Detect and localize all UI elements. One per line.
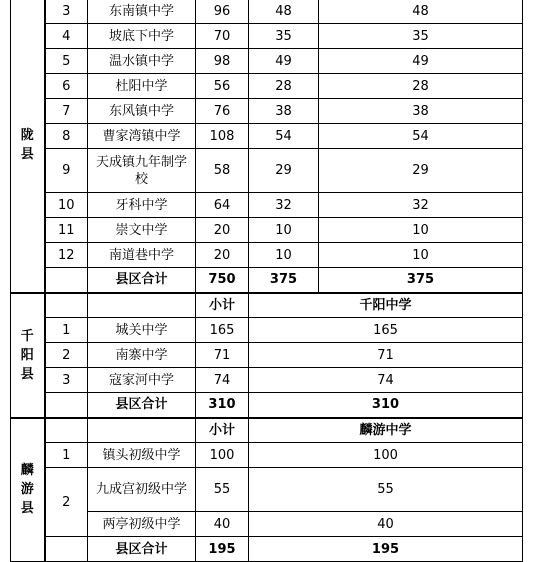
table-row — [11, 124, 523, 149]
school-name: 南寨中学 — [88, 343, 196, 368]
row-number: 2 — [45, 468, 88, 537]
row-number: 2 — [45, 343, 88, 368]
school-name: 坡底下中学 — [88, 24, 196, 49]
subtotal-label: 县区合计 — [88, 268, 196, 293]
subtotal-target: 195 — [249, 537, 523, 562]
county-cell-qianyang: 千 阳 县 — [11, 293, 45, 418]
school-name: 寇家河中学 — [88, 368, 196, 393]
table-row — [11, 368, 523, 393]
table-row — [11, 193, 523, 218]
school-name: 镇头初级中学 — [88, 443, 196, 468]
subtotal-label: 县区合计 — [88, 393, 196, 418]
quota-total: 40 — [196, 512, 249, 537]
quota-target: 165 — [249, 318, 523, 343]
school-name: 曹家湾镇中学 — [88, 124, 196, 149]
quota-total: 165 — [196, 318, 249, 343]
quota-total: 56 — [196, 74, 249, 99]
school-name — [88, 293, 196, 318]
table-row — [11, 512, 523, 537]
row-number — [45, 393, 88, 418]
quota-b: 35 — [319, 24, 523, 49]
subtotal-row — [11, 537, 523, 562]
table-row — [11, 74, 523, 99]
row-number: 8 — [45, 124, 88, 149]
quota-target: 40 — [249, 512, 523, 537]
school-name: 天成镇九年制学校 — [88, 149, 196, 193]
table-row — [11, 49, 523, 74]
subtotal-column-header: 小计 — [196, 293, 249, 318]
table-row — [11, 318, 523, 343]
subtotal-row — [11, 268, 523, 293]
quota-total: 20 — [196, 243, 249, 268]
quota-a: 38 — [249, 99, 319, 124]
quota-b: 32 — [319, 193, 523, 218]
table-row — [11, 24, 523, 49]
quota-total: 64 — [196, 193, 249, 218]
row-number: 4 — [45, 24, 88, 49]
table-row — [11, 243, 523, 268]
subtotal-b: 375 — [319, 268, 523, 293]
row-number — [45, 418, 88, 443]
subtotal-target: 310 — [249, 393, 523, 418]
row-number: 12 — [45, 243, 88, 268]
subtotal-label: 县区合计 — [88, 537, 196, 562]
school-name — [88, 418, 196, 443]
school-name: 东南镇中学 — [88, 0, 196, 24]
quota-a: 10 — [249, 218, 319, 243]
school-name: 温水镇中学 — [88, 49, 196, 74]
quota-b: 10 — [319, 243, 523, 268]
table-row — [11, 418, 523, 443]
county-cell-longxian: 陇 县 — [11, 0, 45, 293]
quota-total: 20 — [196, 218, 249, 243]
quota-total: 108 — [196, 124, 249, 149]
subtotal-row — [11, 393, 523, 418]
quota-a: 32 — [249, 193, 319, 218]
quota-b: 28 — [319, 74, 523, 99]
table-row — [11, 99, 523, 124]
quota-target: 100 — [249, 443, 523, 468]
quota-a: 29 — [249, 149, 319, 193]
quota-total: 70 — [196, 24, 249, 49]
quota-a: 54 — [249, 124, 319, 149]
table-row — [11, 343, 523, 368]
quota-a: 48 — [249, 0, 319, 24]
quota-total: 96 — [196, 0, 249, 24]
quota-b: 54 — [319, 124, 523, 149]
row-number: 1 — [45, 443, 88, 468]
quota-total: 58 — [196, 149, 249, 193]
school-name: 两亭初级中学 — [88, 512, 196, 537]
quota-total: 76 — [196, 99, 249, 124]
quota-b: 49 — [319, 49, 523, 74]
table-row — [11, 468, 523, 512]
table-row — [11, 218, 523, 243]
school-name: 南道巷中学 — [88, 243, 196, 268]
subtotal-column-header: 小计 — [196, 418, 249, 443]
row-number: 9 — [45, 149, 88, 193]
quota-a: 10 — [249, 243, 319, 268]
school-name: 牙科中学 — [88, 193, 196, 218]
quota-b: 10 — [319, 218, 523, 243]
target-school-header: 千阳中学 — [249, 293, 523, 318]
row-number: 5 — [45, 49, 88, 74]
quota-total: 55 — [196, 468, 249, 512]
quota-b: 38 — [319, 99, 523, 124]
table-row — [11, 293, 523, 318]
quota-a: 49 — [249, 49, 319, 74]
quota-total: 100 — [196, 443, 249, 468]
table-row — [11, 0, 523, 24]
row-number — [45, 537, 88, 562]
row-number: 7 — [45, 99, 88, 124]
quota-a: 28 — [249, 74, 319, 99]
quota-total: 71 — [196, 343, 249, 368]
school-name: 东风镇中学 — [88, 99, 196, 124]
school-name: 崇文中学 — [88, 218, 196, 243]
quota-target: 74 — [249, 368, 523, 393]
quota-b: 48 — [319, 0, 523, 24]
quota-b: 29 — [319, 149, 523, 193]
quota-total: 98 — [196, 49, 249, 74]
table-row — [11, 149, 523, 193]
row-number: 3 — [45, 0, 88, 24]
quota-target: 55 — [249, 468, 523, 512]
subtotal-total: 195 — [196, 537, 249, 562]
school-name: 城关中学 — [88, 318, 196, 343]
row-number: 10 — [45, 193, 88, 218]
quota-target: 71 — [249, 343, 523, 368]
quota-total: 74 — [196, 368, 249, 393]
row-number: 3 — [45, 368, 88, 393]
row-number: 1 — [45, 318, 88, 343]
school-name: 九成宫初级中学 — [88, 468, 196, 512]
quota-a: 35 — [249, 24, 319, 49]
quota-table — [10, 0, 523, 562]
subtotal-a: 375 — [249, 268, 319, 293]
row-number — [45, 293, 88, 318]
subtotal-total: 750 — [196, 268, 249, 293]
row-number — [45, 268, 88, 293]
target-school-header: 麟游中学 — [249, 418, 523, 443]
row-number: 6 — [45, 74, 88, 99]
school-name: 杜阳中学 — [88, 74, 196, 99]
subtotal-total: 310 — [196, 393, 249, 418]
county-cell-linyou: 麟 游 县 — [11, 418, 45, 562]
row-number: 11 — [45, 218, 88, 243]
table-row — [11, 443, 523, 468]
